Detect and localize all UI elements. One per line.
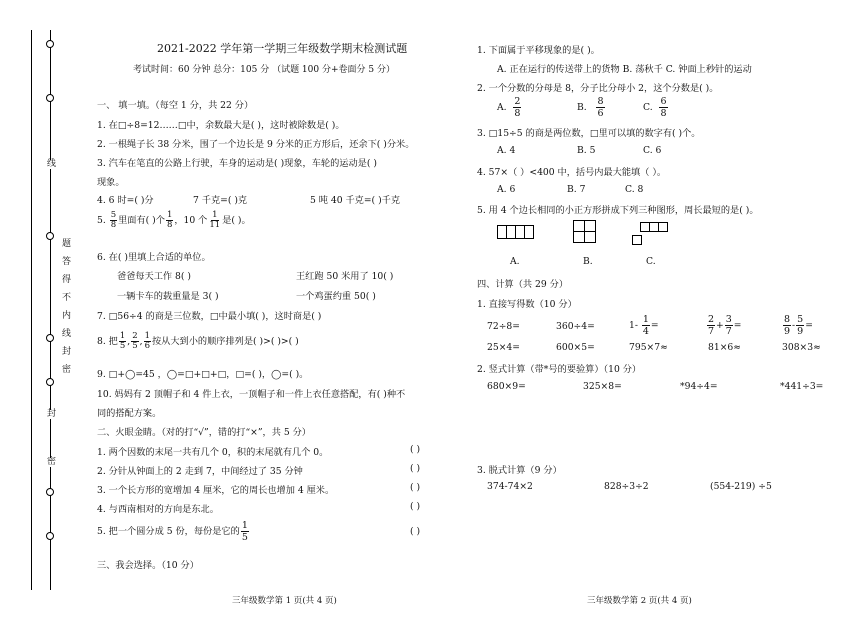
subsection-heading: 2. 竖式计算（带*号的要验算）（10 分） [477, 364, 642, 375]
fraction [513, 96, 521, 119]
calc-item: 72÷8= [487, 321, 520, 332]
binding-ring [46, 532, 54, 540]
calc-item: *94÷4= [680, 381, 718, 392]
question [97, 211, 251, 230]
question: 10. 妈妈有 2 顶帽子和 4 件上衣，一顶帽子和一件上衣任意搭配，有( )种不 [97, 389, 406, 400]
numerator: 1 [119, 331, 126, 341]
binding-ring [46, 378, 54, 386]
denominator: 8 [514, 108, 521, 119]
judge-item: 1. 两个因数的末尾一共有几个 0，积的末尾就有几个 0。 [97, 447, 329, 458]
binding-char: 线 [47, 159, 57, 169]
calc-item: 680×9= [487, 381, 526, 392]
answer-paren: ( ) [410, 501, 421, 512]
numerator: 5 [110, 210, 117, 220]
binding-char: 答 [62, 257, 72, 267]
option-letter: A. [497, 102, 507, 113]
judge-item: 4. 与西南相对的方向是东北。 [97, 504, 219, 515]
calc-item: 828÷3÷2 [604, 481, 649, 492]
question-text: 5. 把一个圆分成 5 份，每份是它的 [97, 526, 240, 537]
numerator: 1 [241, 520, 248, 531]
section-heading: 一、 填一填。（每空 1 分，共 22 分） [97, 100, 254, 111]
binding-ring [46, 40, 54, 48]
numerator: 2 [132, 331, 138, 341]
calc-text: = [733, 320, 742, 331]
calc-text: = [650, 320, 659, 331]
question: 1. 在□÷8=12……□中，余数最大是( )，这时被除数是( )。 [97, 120, 345, 131]
answer-paren: ( ) [410, 463, 421, 474]
fraction [241, 520, 249, 543]
calc-text: - [792, 320, 796, 331]
fraction [783, 314, 791, 337]
question: 5 吨 40 千克=( )千克 [310, 195, 401, 206]
denominator: 5 [241, 532, 248, 543]
numerator: 1 [642, 314, 649, 325]
calc-item: 795×7≈ [629, 342, 668, 353]
option-letter: C. [643, 102, 653, 113]
section-heading: 四、计算（共 29 分） [477, 279, 569, 290]
subsection-heading: 3. 脱式计算（9 分） [477, 465, 562, 476]
calc-text: = [805, 320, 813, 331]
denominator: 6 [144, 341, 150, 351]
calc-item [782, 314, 813, 337]
section-heading: 二、火眼金睛。（对的打“√”，错的打“×”，共 5 分） [97, 427, 311, 438]
answer-paren: ( ) [410, 526, 421, 537]
subsection-heading: 1. 直接写得数（10 分） [477, 299, 577, 310]
binding-char: 题 [62, 239, 72, 249]
numerator: 6 [660, 96, 667, 107]
page-footer: 三年级数学第 2 页(共 4 页) [587, 596, 692, 606]
numerator: 1 [144, 331, 150, 341]
binding-line-inner [50, 30, 51, 590]
question-text: 里面有( )个 [118, 215, 165, 226]
calc-item [706, 314, 742, 337]
numerator: 8 [784, 314, 791, 325]
question: 7 千克=( )克 [193, 195, 248, 206]
denominator: 11 [209, 220, 221, 230]
option [497, 96, 522, 119]
fraction [110, 211, 117, 230]
binding-line-outer [31, 30, 32, 590]
question: 爸爸每天工作 8( ) [117, 271, 191, 282]
denominator: 8 [660, 108, 667, 119]
section-heading: 三、我会选择。（10 分） [97, 560, 199, 571]
question-text: 是( )。 [222, 215, 251, 226]
numerator: 5 [797, 314, 804, 325]
option: B. 5 [577, 145, 596, 156]
binding-char: 封 [62, 347, 72, 357]
question: 7. □56÷4 的商是三位数，□中最小填( )，这时商是( ) [97, 311, 322, 322]
calc-item: 360÷4= [556, 321, 595, 332]
question: 3. □15÷5 的商是两位数，□里可以填的数字有( )个。 [477, 128, 701, 139]
question: 5. 用 4 个边长相同的小正方形拼成下列三种图形，周长最短的是( )。 [477, 205, 759, 216]
calc-item: *441÷3= [780, 381, 824, 392]
denominator: 5 [132, 341, 138, 351]
calc-item: (554-219) ÷5 [710, 481, 772, 492]
calc-item: 81×6≈ [708, 342, 741, 353]
fraction [707, 314, 715, 337]
options: A. 正在运行的传送带上的货物 B. 荡秋千 C. 钟面上秒针的运动 [497, 64, 752, 75]
binding-char: 得 [62, 275, 72, 285]
denominator: 9 [797, 326, 804, 337]
question: 2. 一个分数的分母是 8，分子比分母小 2，这个分数是( )。 [477, 83, 719, 94]
denominator: 4 [642, 326, 649, 337]
option: A. 6 [497, 184, 516, 195]
shape-label: B. [583, 256, 593, 267]
fraction [796, 314, 804, 337]
denominator: 8 [110, 220, 117, 230]
answer-paren: ( ) [410, 482, 421, 493]
option [577, 96, 606, 119]
fraction [119, 332, 126, 351]
binding-char: 密 [62, 365, 72, 375]
question: 4. 6 时=( )分 [97, 195, 154, 206]
option: C. 6 [643, 145, 662, 156]
denominator: 9 [784, 326, 791, 337]
binding-ring [46, 94, 54, 102]
calc-item: 325×8= [583, 381, 622, 392]
fraction [166, 211, 173, 230]
shape-label: C. [646, 256, 656, 267]
calc-text: 1- [629, 320, 638, 331]
judge-item: 2. 分针从钟面上的 2 走到 7，中间经过了 35 分钟 [97, 466, 303, 477]
denominator: 7 [725, 326, 732, 337]
answer-paren: ( ) [410, 444, 421, 455]
judge-item [97, 520, 250, 543]
denominator: 7 [708, 326, 715, 337]
question: 9. □+◯=45 ，◯=□+□+□，□=( )，◯=( )。 [97, 369, 309, 380]
numerator: 1 [212, 210, 218, 220]
question: 3. 汽车在笔直的公路上行驶，车身的运动是( )现象，车轮的运动是( ) [97, 158, 377, 169]
question: 一个鸡蛋约重 50( ) [296, 291, 376, 302]
numerator: 2 [514, 96, 521, 107]
denominator: 6 [597, 108, 604, 119]
page-title: 2021-2022 学年第一学期三年级数学期末检测试题 [157, 42, 408, 55]
question: 4. 57×（ ）<400 中，括号内最大能填（ ）。 [477, 167, 667, 178]
binding-ring [46, 334, 54, 342]
numerator: 8 [597, 96, 604, 107]
calc-item: 374-74×2 [487, 481, 533, 492]
question: 现象。 [97, 177, 125, 188]
question: 6. 在( )里填上合适的单位。 [97, 252, 211, 263]
fraction [144, 332, 151, 351]
question: 2. 一根绳子长 38 分米，围了一个边长是 9 分米的正方形后，还余下( )分米。 [97, 139, 415, 150]
exam-info: 考试时间：60 分钟 总分：105 分 （试题 100 分+卷面分 5 分） [133, 65, 395, 75]
page-footer: 三年级数学第 1 页(共 4 页) [232, 596, 337, 606]
binding-ring [46, 232, 54, 240]
numerator: 3 [725, 314, 732, 325]
square-cell [524, 225, 534, 239]
question: 8. 把 $\frac{1}{5}$ , $\frac{2}{5}$ , $\frac{1}{6}$ 按从大到小的顺序排列是( )>( )>( ) [97, 331, 299, 351]
denominator: 5 [119, 341, 126, 351]
calc-text: + [716, 320, 724, 331]
denominator: 8 [166, 220, 173, 230]
question-text: 按从大到小的顺序排列是( )>( )>( ) [151, 336, 299, 347]
option [643, 96, 669, 119]
question: 同的搭配方案。 [97, 408, 162, 419]
question-text: 8. 把 [97, 336, 118, 347]
judge-item: 3. 一个长方形的宽增加 4 厘米，它的周长也增加 4 厘米。 [97, 485, 335, 496]
question: 王红跑 50 米用了 10( ) [296, 271, 394, 282]
binding-char: 封 [47, 409, 57, 419]
question: 一辆卡车的载重量是 3( ) [117, 291, 219, 302]
question: 1. 下面属于平移现象的是( )。 [477, 45, 600, 56]
calc-item: 600×5= [556, 342, 595, 353]
numerator: 1 [166, 210, 173, 220]
calc-item: 308×3≈ [782, 342, 821, 353]
binding-char: 密 [47, 457, 57, 467]
calc-item [629, 314, 659, 337]
question-text: 5. [97, 215, 109, 226]
option: A. 4 [497, 145, 516, 156]
binding-char: 不 [62, 293, 72, 303]
binding-char: 内 [62, 311, 72, 321]
question-text: ，10 个 [174, 215, 208, 226]
calc-item: 25×4= [487, 342, 520, 353]
fraction [208, 211, 221, 230]
fraction [131, 332, 138, 351]
option: B. 7 [567, 184, 586, 195]
fraction [596, 96, 604, 119]
square-cell [658, 222, 668, 232]
fraction [725, 314, 733, 337]
square-cell [632, 235, 642, 245]
fraction [659, 96, 667, 119]
binding-char: 线 [62, 329, 72, 339]
shape-label: A. [510, 256, 520, 267]
binding-ring [46, 488, 54, 496]
numerator: 2 [708, 314, 715, 325]
square-cell [584, 231, 596, 243]
option-letter: B. [577, 102, 587, 113]
option: C. 8 [625, 184, 644, 195]
fraction [642, 314, 650, 337]
